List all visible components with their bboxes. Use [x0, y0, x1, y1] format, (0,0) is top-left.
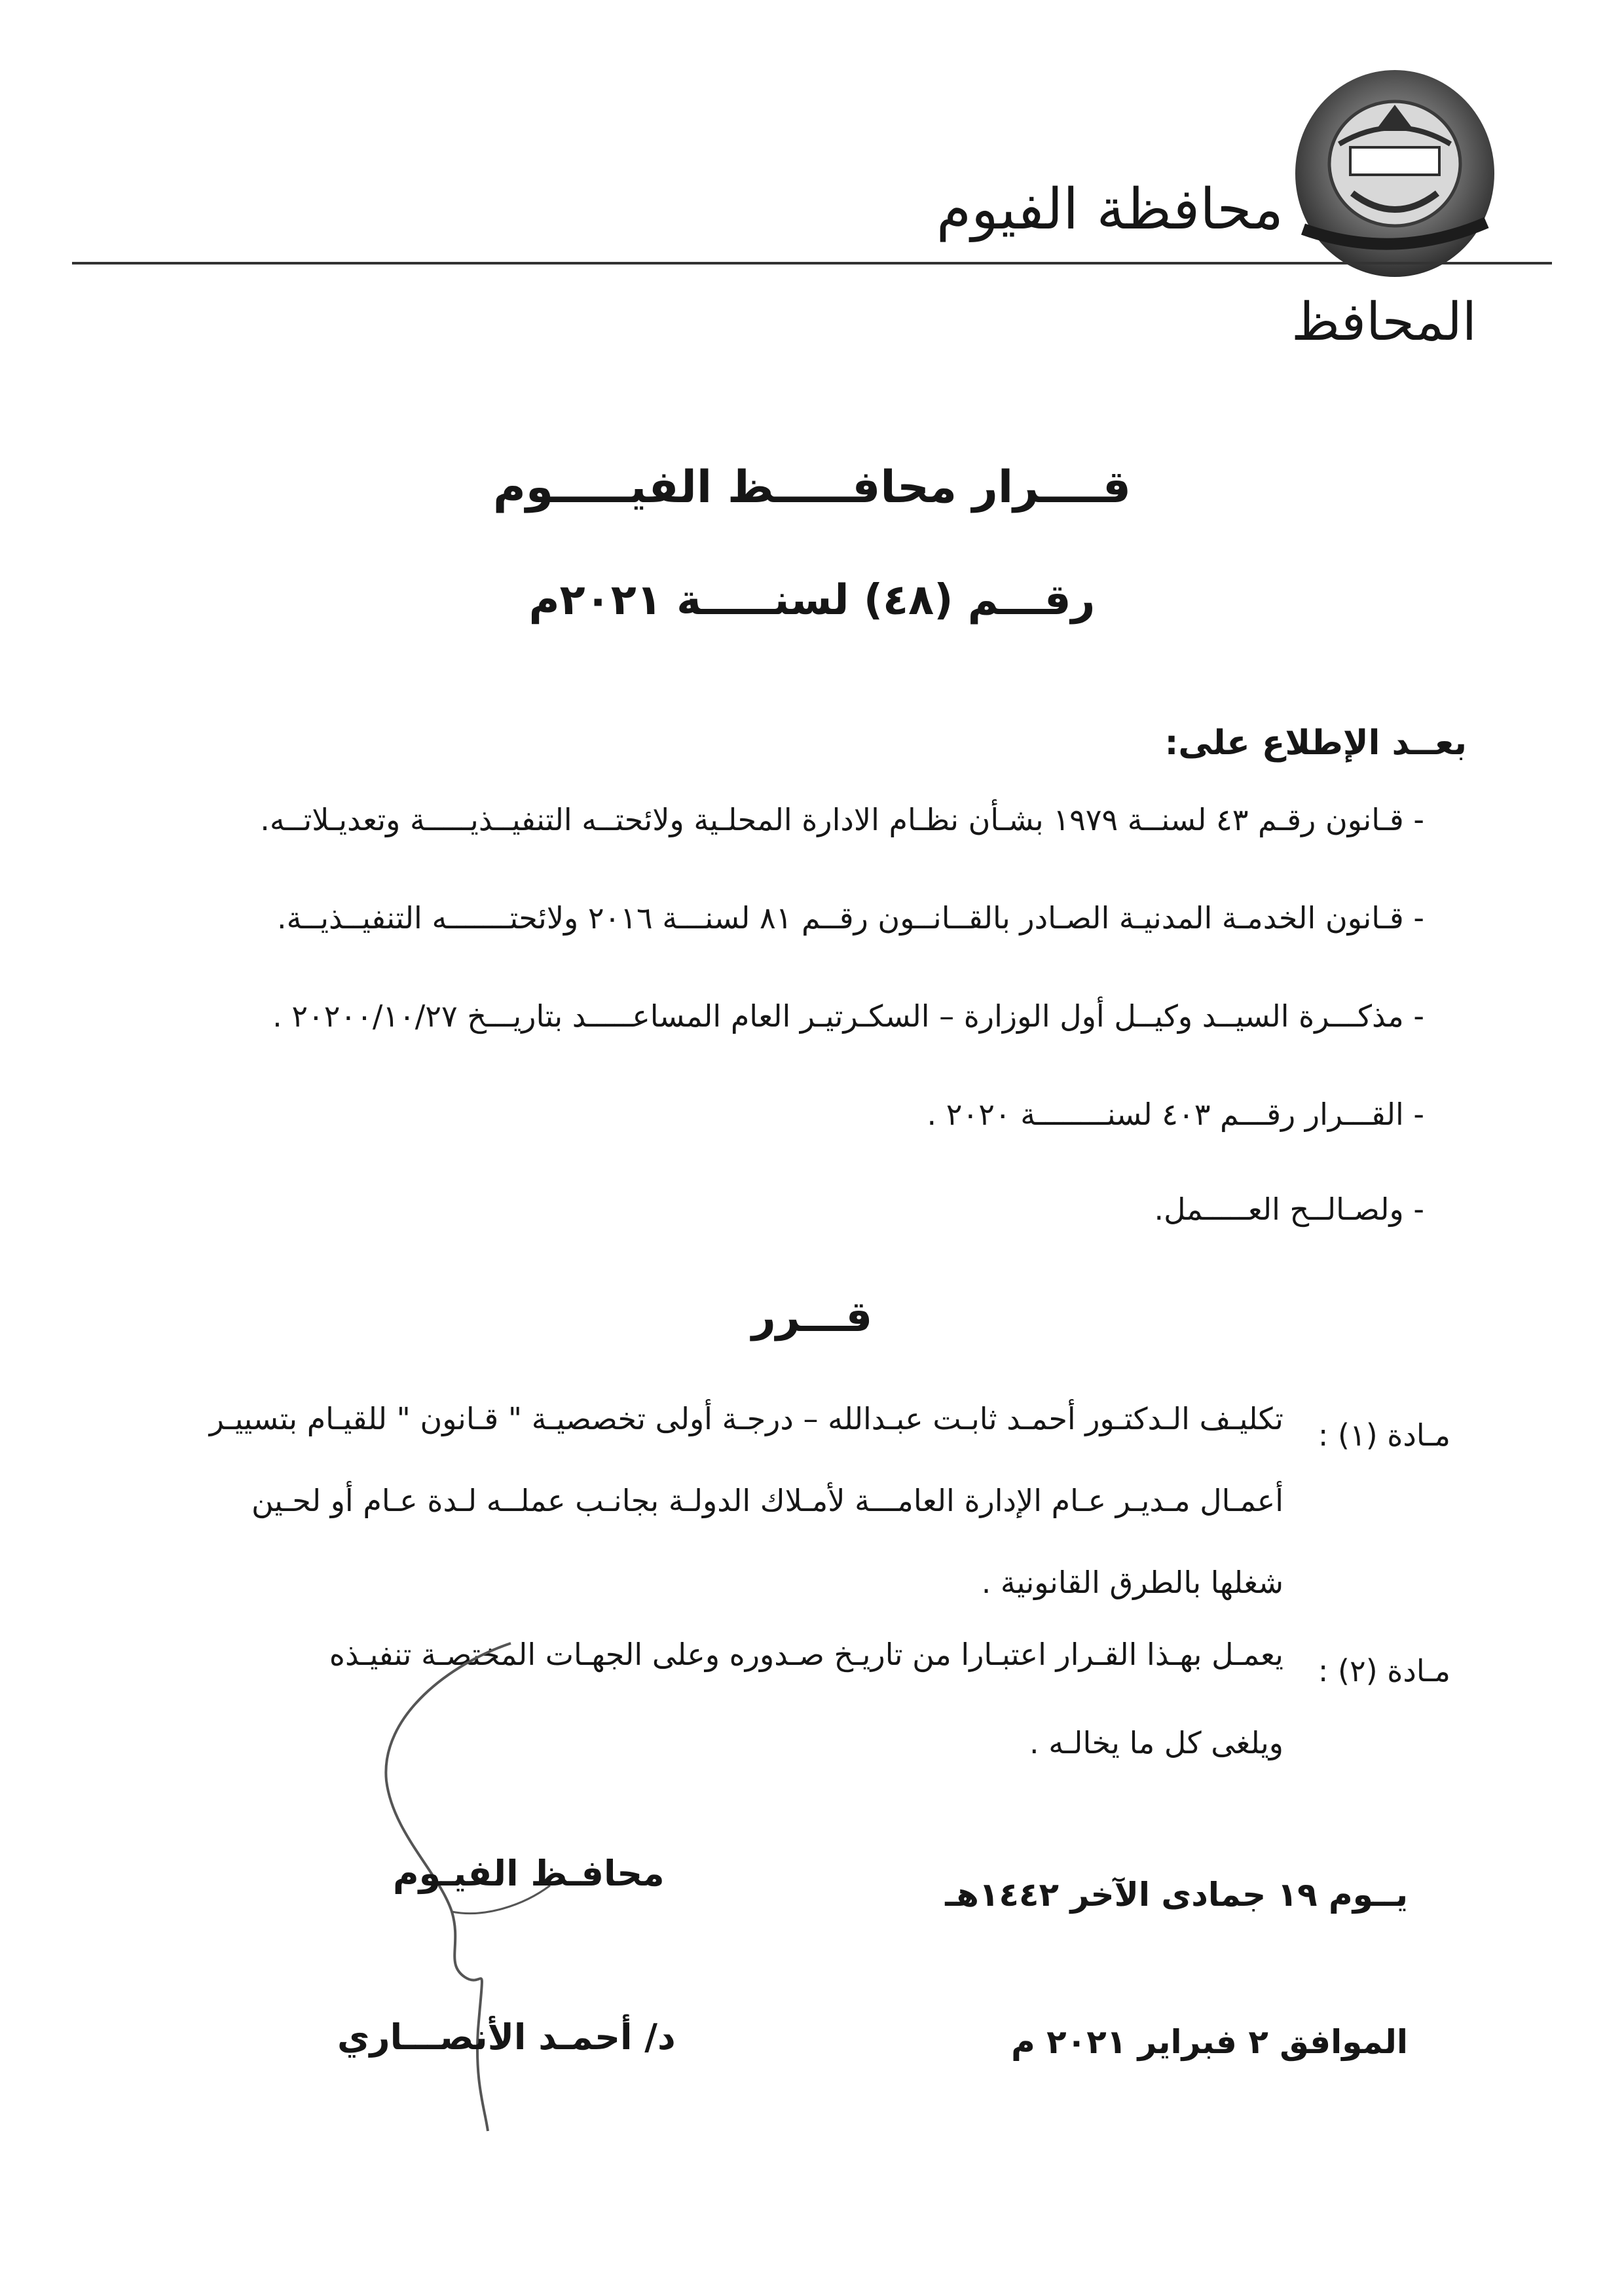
article-2-line: يعمـل بهـذا القـرار اعتبـارا من تاريـخ صـدوره وعلى الجهـات المختصـة تنفيـذه — [329, 1637, 1283, 1672]
decided-heading: قـــرر — [751, 1293, 873, 1341]
signatory-name: د/ أحمـد الأنصـــاري — [337, 2016, 676, 2058]
hijri-date: يــوم ١٩ جمادى الآخر ١٤٤٢هـ — [945, 1876, 1408, 1914]
header-divider — [72, 262, 1552, 264]
governorate-seal-icon — [1290, 65, 1500, 282]
preamble-item: - قـانون رقـم ٤٣ لسنــة ١٩٧٩ بشـأن نظـام الادارة المحلـية ولائحتــه التنفيــذيـــــة وتعديـلاتــه. — [260, 802, 1424, 837]
office-title: المحافظ — [1291, 291, 1477, 352]
article-2-line: ويلغى كل ما يخالـه . — [1029, 1725, 1283, 1760]
article-1-line: أعمـال مـديـر عـام الإدارة العامـــة لأمـلاك الدولـة بجانـب عملــه لـدة عـام أو لحـين — [251, 1483, 1283, 1518]
article-1-line: شغلها بالطرق القانونية . — [981, 1565, 1283, 1600]
decree-number: رقـــم (٤٨) لسنـــــة ٢٠٢١م — [528, 576, 1096, 625]
preamble-item: - مذكـــرة السيــد وكيــل أول الوزارة – السكـرتيـر العام المساعـــــد بتاريـــخ ٢٠٢٠٠/١٠/٢٧ . — [272, 998, 1424, 1034]
article-1-heading: مـادة (١) : — [1318, 1417, 1450, 1453]
preamble-heading: بعــد الإطلاع على: — [1164, 723, 1467, 763]
gregorian-date: الموافق ٢ فبراير ٢٠٢١ م — [1011, 2023, 1408, 2061]
governorate-name: محافظة الفيوم — [936, 177, 1283, 242]
article-2-heading: مـادة (٢) : — [1318, 1653, 1450, 1688]
preamble-item: - قـانون الخدمـة المدنيـة الصـادر بالقــانــون رقــم ٨١ لسنـــة ٢٠١٦ ولائحتـــــــه التنفيــذيــة. — [276, 900, 1424, 936]
decree-title: قــــرار محافـــــظ الفيـــــوم — [492, 462, 1131, 513]
signatory-title: محافـظ الفيـوم — [393, 1853, 665, 1894]
preamble-item: - ولصـالــح العـــــمل. — [1154, 1192, 1424, 1227]
article-1-line: تكليـف الـدكتـور أحمـد ثابـت عبـدالله – درجـة أولى تخصصيـة " قـانون " للقيـام بتسييـر — [209, 1401, 1283, 1436]
preamble-item: - القـــرار رقـــم ٤٠٣ لسنــــــــة ٢٠٢٠ . — [927, 1097, 1424, 1132]
